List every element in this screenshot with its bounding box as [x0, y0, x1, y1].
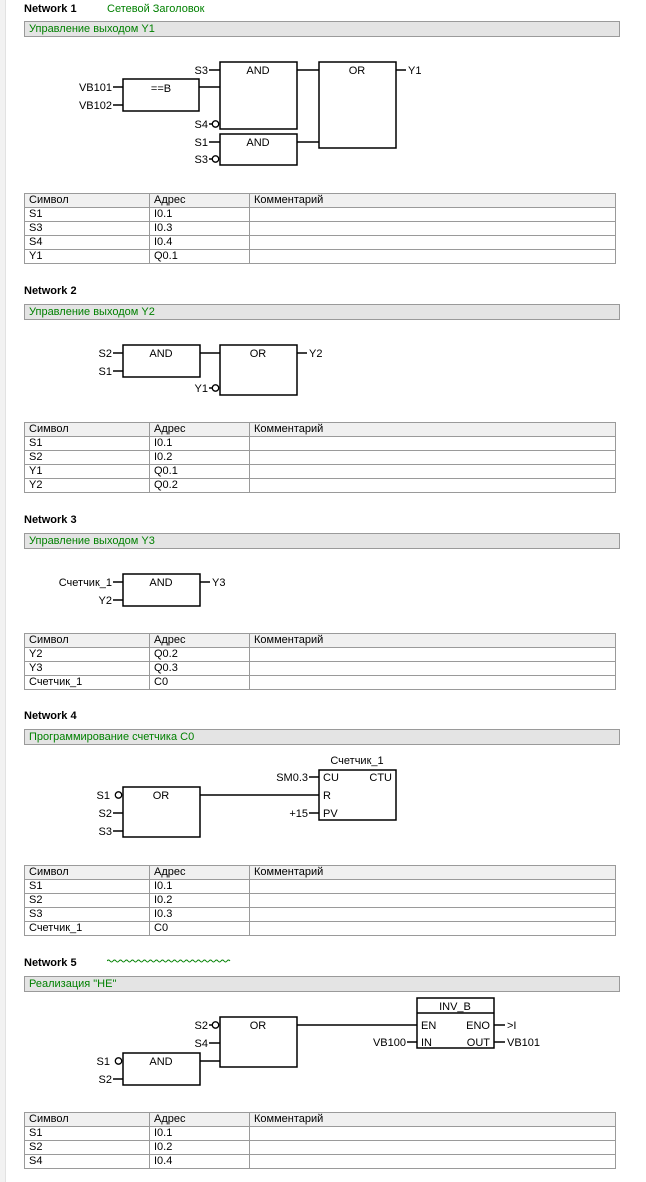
network-1-diagram[interactable]	[0, 55, 646, 180]
symbol-cell[interactable]: S1	[25, 880, 150, 894]
inv-out-value: VB101	[507, 1037, 541, 1049]
address-cell[interactable]: I0.1	[150, 1127, 250, 1141]
and-block[interactable]	[123, 574, 200, 606]
network-2-label[interactable]: Network 2	[24, 285, 77, 297]
table-row[interactable]	[25, 1155, 616, 1169]
address-cell[interactable]: I0.4	[150, 236, 250, 250]
table-row[interactable]	[25, 479, 616, 493]
comment-cell[interactable]	[250, 676, 616, 690]
svg-text:==B: ==B	[150, 83, 172, 95]
and-input-1: Счетчик_1	[58, 577, 112, 589]
and-block-1[interactable]	[220, 62, 297, 129]
symbol-cell[interactable]: S4	[25, 1155, 150, 1169]
symbol-cell[interactable]: S3	[25, 908, 150, 922]
or-input-2: S4	[194, 1038, 208, 1050]
and1-input-1: S3	[194, 65, 208, 77]
symbol-cell[interactable]: Y1	[25, 465, 150, 479]
network-2-title-bar[interactable]: Управление выходом Y2	[24, 304, 620, 320]
cmp-input-2: VB102	[78, 100, 112, 112]
or-block[interactable]	[220, 345, 297, 395]
table-header-row	[25, 866, 616, 880]
column-header-address[interactable]: Адрес	[150, 194, 250, 208]
column-header-address[interactable]: Адрес	[150, 866, 250, 880]
svg-text:AND: AND	[149, 348, 173, 360]
negation-dot	[212, 385, 218, 391]
cmp-block[interactable]	[123, 79, 199, 111]
column-header-symbol[interactable]: Символ	[25, 194, 150, 208]
cmp-input-1: VB101	[78, 82, 112, 94]
address-cell[interactable]: I0.1	[150, 437, 250, 451]
comment-cell[interactable]	[250, 908, 616, 922]
comment-cell[interactable]	[250, 451, 616, 465]
comment-cell[interactable]	[250, 648, 616, 662]
svg-text:CTU: CTU	[369, 772, 392, 784]
address-cell[interactable]: I0.1	[150, 880, 250, 894]
and-input-2: S2	[98, 1074, 112, 1086]
comment-cell[interactable]	[250, 479, 616, 493]
address-cell[interactable]: I0.1	[150, 208, 250, 222]
address-cell[interactable]: Q0.1	[150, 465, 250, 479]
table-row[interactable]	[25, 208, 616, 222]
or-input-2: Y1	[194, 383, 208, 395]
table-row[interactable]	[25, 250, 616, 264]
comment-cell[interactable]	[250, 250, 616, 264]
address-cell[interactable]: C0	[150, 922, 250, 936]
svg-text:AND: AND	[246, 137, 270, 149]
symbol-cell[interactable]: S2	[25, 1141, 150, 1155]
column-header-comment[interactable]: Комментарий	[250, 1113, 616, 1127]
column-header-symbol[interactable]: Символ	[25, 423, 150, 437]
table-row[interactable]	[25, 236, 616, 250]
comment-cell[interactable]	[250, 880, 616, 894]
address-cell[interactable]: I0.2	[150, 451, 250, 465]
symbol-cell[interactable]: Y3	[25, 662, 150, 676]
network-3-title-bar[interactable]: Управление выходом Y3	[24, 533, 620, 549]
and2-input-2: S3	[194, 154, 208, 166]
table-header-row	[25, 194, 616, 208]
network-4-label[interactable]: Network 4	[24, 710, 77, 722]
negation-dot	[212, 156, 218, 162]
svg-text:OR: OR	[348, 65, 366, 77]
svg-text:AND: AND	[246, 65, 270, 77]
or-block[interactable]	[123, 787, 200, 837]
comment-cell[interactable]	[250, 465, 616, 479]
network-5-title-bar[interactable]: Реализация "НЕ"	[24, 976, 620, 992]
comment-cell[interactable]	[250, 1155, 616, 1169]
network-5-symbol-table[interactable]	[24, 1112, 616, 1169]
inv-in-value: VB100	[372, 1037, 406, 1049]
svg-text:INV_B: INV_B	[439, 1001, 471, 1013]
comment-cell[interactable]	[250, 208, 616, 222]
network-4-diagram[interactable]	[0, 750, 646, 850]
svg-text:AND: AND	[149, 577, 173, 589]
svg-text:AND: AND	[149, 1056, 173, 1068]
negation-dot	[115, 1058, 121, 1064]
column-header-comment[interactable]: Комментарий	[250, 634, 616, 648]
table-row[interactable]	[25, 1127, 616, 1141]
column-header-symbol[interactable]: Символ	[25, 634, 150, 648]
table-row[interactable]	[25, 1141, 616, 1155]
network-5-label[interactable]: Network 5	[24, 957, 77, 969]
or-block[interactable]	[220, 1017, 297, 1067]
comment-cell[interactable]	[250, 1141, 616, 1155]
svg-text:OR: OR	[152, 790, 170, 802]
column-header-address[interactable]: Адрес	[150, 1113, 250, 1127]
network-4-title-bar[interactable]: Программирование счетчика C0	[24, 729, 620, 745]
address-cell[interactable]: Q0.2	[150, 648, 250, 662]
symbol-cell[interactable]: Y2	[25, 648, 150, 662]
symbol-cell[interactable]: S2	[25, 894, 150, 908]
table-row[interactable]	[25, 662, 616, 676]
counter-cu-input: SM0.3	[276, 772, 308, 784]
svg-text:OR: OR	[249, 348, 267, 360]
and-input-2: Y2	[98, 595, 112, 607]
address-cell[interactable]: Q0.2	[150, 479, 250, 493]
output-y2: Y2	[309, 348, 323, 360]
network-1-comment[interactable]: Сетевой Заголовок	[107, 3, 205, 15]
comment-cell[interactable]	[250, 222, 616, 236]
symbol-cell[interactable]: Y2	[25, 479, 150, 493]
or-input-3: S3	[98, 826, 112, 838]
or-block[interactable]	[319, 62, 396, 148]
or-input-2: S2	[98, 808, 112, 820]
table-row[interactable]	[25, 648, 616, 662]
symbol-cell[interactable]: Счетчик_1	[25, 922, 150, 936]
address-cell[interactable]: I0.2	[150, 894, 250, 908]
network-2-symbol-table[interactable]	[24, 422, 616, 493]
network-5-diagram[interactable]	[0, 995, 646, 1095]
table-row[interactable]	[25, 676, 616, 690]
symbol-cell[interactable]: Y1	[25, 250, 150, 264]
and-input-2: S1	[98, 366, 112, 378]
comment-cell[interactable]	[250, 922, 616, 936]
network-1-label[interactable]: Network 1	[24, 3, 77, 15]
or-input-1: S2	[194, 1020, 208, 1032]
symbol-cell[interactable]: S1	[25, 208, 150, 222]
column-header-address[interactable]: Адрес	[150, 423, 250, 437]
svg-text:OUT: OUT	[466, 1037, 490, 1049]
svg-text:PV: PV	[323, 808, 338, 820]
and-block[interactable]	[123, 1053, 200, 1085]
network-3-symbol-table[interactable]	[24, 633, 616, 690]
symbol-cell[interactable]: S1	[25, 1127, 150, 1141]
symbol-cell[interactable]: S2	[25, 451, 150, 465]
network-5-comment-placeholder[interactable]	[107, 957, 231, 965]
address-cell[interactable]: I0.2	[150, 1141, 250, 1155]
counter-pv-input: +15	[289, 808, 308, 820]
comment-cell[interactable]	[250, 894, 616, 908]
table-row[interactable]	[25, 894, 616, 908]
comment-cell[interactable]	[250, 437, 616, 451]
svg-text:OR: OR	[249, 1020, 267, 1032]
address-cell[interactable]: I0.3	[150, 222, 250, 236]
column-header-comment[interactable]: Комментарий	[250, 866, 616, 880]
symbol-cell[interactable]: S4	[25, 236, 150, 250]
and1-input-2: S4	[194, 119, 208, 131]
table-row[interactable]	[25, 908, 616, 922]
symbol-cell[interactable]: S3	[25, 222, 150, 236]
address-cell[interactable]: Q0.3	[150, 662, 250, 676]
and-input-1: S1	[96, 1056, 110, 1068]
and2-input-1: S1	[194, 137, 208, 149]
and-block-2[interactable]	[220, 134, 297, 165]
eno-output: >I	[507, 1020, 517, 1032]
table-row[interactable]	[25, 451, 616, 465]
comment-cell[interactable]	[250, 1127, 616, 1141]
negation-dot	[212, 121, 218, 127]
svg-text:ENO: ENO	[466, 1020, 490, 1032]
address-cell[interactable]: I0.3	[150, 908, 250, 922]
network-4-symbol-table[interactable]	[24, 865, 616, 936]
negation-dot	[212, 1022, 218, 1028]
network-1-symbol-table[interactable]	[24, 193, 616, 264]
column-header-symbol[interactable]: Символ	[25, 866, 150, 880]
table-row[interactable]	[25, 922, 616, 936]
column-header-comment[interactable]: Комментарий	[250, 423, 616, 437]
comment-cell[interactable]	[250, 236, 616, 250]
network-1-title-bar[interactable]: Управление выходом Y1	[24, 21, 620, 37]
table-header-row	[25, 423, 616, 437]
inv-b-block[interactable]	[417, 998, 494, 1049]
network-3-diagram[interactable]	[0, 564, 646, 614]
and-block[interactable]	[123, 345, 200, 377]
or-input-1: S1	[96, 790, 110, 802]
column-header-symbol[interactable]: Символ	[25, 1113, 150, 1127]
table-header-row	[25, 1113, 616, 1127]
address-cell[interactable]: C0	[150, 676, 250, 690]
svg-text:IN: IN	[421, 1037, 432, 1049]
counter-block[interactable]	[319, 770, 396, 820]
svg-text:CU: CU	[323, 772, 339, 784]
table-header-row	[25, 634, 616, 648]
svg-text:EN: EN	[421, 1020, 437, 1032]
column-header-address[interactable]: Адрес	[150, 634, 250, 648]
table-row[interactable]	[25, 222, 616, 236]
symbol-cell[interactable]: S1	[25, 437, 150, 451]
svg-text:R: R	[323, 790, 331, 802]
and-input-1: S2	[98, 348, 112, 360]
comment-cell[interactable]	[250, 662, 616, 676]
symbol-cell[interactable]: Счетчик_1	[25, 676, 150, 690]
output-y3: Y3	[212, 577, 226, 589]
network-3-label[interactable]: Network 3	[24, 514, 77, 526]
column-header-comment[interactable]: Комментарий	[250, 194, 616, 208]
counter-name: Счетчик_1	[330, 755, 384, 767]
network-2-diagram[interactable]	[0, 335, 646, 400]
table-row[interactable]	[25, 465, 616, 479]
output-y1: Y1	[408, 65, 422, 77]
negation-dot	[115, 792, 121, 798]
address-cell[interactable]: I0.4	[150, 1155, 250, 1169]
address-cell[interactable]: Q0.1	[150, 250, 250, 264]
table-row[interactable]	[25, 437, 616, 451]
table-row[interactable]	[25, 880, 616, 894]
